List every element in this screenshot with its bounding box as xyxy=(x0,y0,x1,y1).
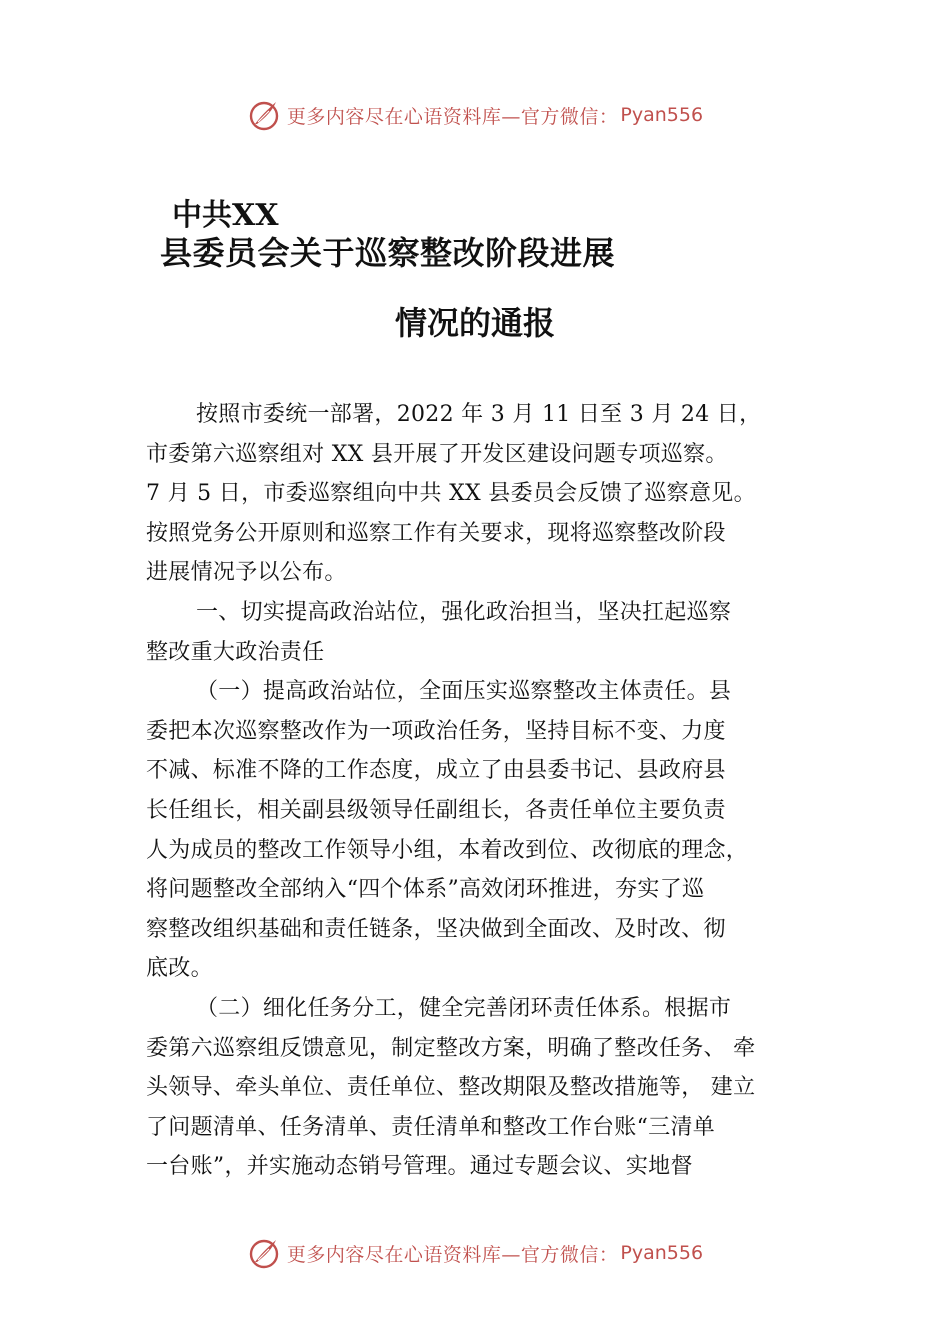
body-line: 头领导、牵头单位、责任单位、整改期限及整改措施等， 建立 xyxy=(146,1075,756,1101)
document-title-issuer: 中共XX xyxy=(172,198,279,233)
watermark-wechat-id: Pyan556 xyxy=(620,1242,704,1264)
quill-logo-icon xyxy=(247,98,281,132)
body-line: （一）提高政治站位，全面压实巡察整改主体责任。县 xyxy=(196,679,732,705)
body-line: 7 月 5 日，市委巡察组向中共 XX 县委员会反馈了巡察意见。 xyxy=(146,481,756,507)
body-line: 人为成员的整改工作领导小组，本着改到位、改彻底的理念， xyxy=(146,837,749,863)
body-line: 市委第六巡察组对 XX 县开展了开发区建设问题专项巡察。 xyxy=(146,441,728,467)
body-line: 按照党务公开原则和巡察工作有关要求，现将巡察整改阶段 xyxy=(146,520,726,546)
body-line: 将问题整改全部纳入“四个体系”高效闭环推进，夯实了巡 xyxy=(146,877,705,903)
body-line: 了问题清单、任务清单、责任清单和整改工作台账“三清单 xyxy=(146,1114,716,1140)
document-title-line-2: 情况的通报 xyxy=(394,304,555,342)
watermark-text: 更多内容尽在心语资料库—官方微信： xyxy=(286,1243,619,1266)
body-line: 委第六巡察组反馈意见，制定整改方案，明确了整改任务、 牵 xyxy=(146,1035,756,1061)
quill-logo-icon xyxy=(247,1236,281,1270)
body-line: 底改。 xyxy=(146,956,213,982)
body-line: 委把本次巡察整改作为一项政治任务，坚持目标不变、力度 xyxy=(146,718,726,744)
body-line: 察整改组织基础和责任链条，坚决做到全面改、及时改、彻 xyxy=(146,916,726,942)
body-line: 长任组长，相关副县级领导任副组长，各责任单位主要负责 xyxy=(146,797,726,823)
header-watermark xyxy=(0,95,950,135)
watermark-text: 更多内容尽在心语资料库—官方微信： xyxy=(286,105,619,128)
body-line: 进展情况予以公布。 xyxy=(146,560,347,586)
document-title-line-1: 县委员会关于巡察整改阶段进展 xyxy=(160,234,616,272)
body-line: 按照市委统一部署，2022 年 3 月 11 日至 3 月 24 日， xyxy=(196,402,762,427)
body-line: 整改重大政治责任 xyxy=(146,639,325,665)
body-line: 一台账”，并实施动态销号管理。通过专题会议、实地督 xyxy=(146,1154,693,1180)
watermark-wechat-id: Pyan556 xyxy=(620,104,704,126)
body-line: 一、切实提高政治站位，强化政治担当，坚决扛起巡察 xyxy=(196,599,732,625)
document-body xyxy=(146,395,816,1187)
body-line: 不减、标准不降的工作态度，成立了由县委书记、县政府县 xyxy=(146,758,726,784)
footer-watermark xyxy=(0,1233,950,1273)
body-line: （二）细化任务分工，健全完善闭环责任体系。根据市 xyxy=(196,995,732,1021)
